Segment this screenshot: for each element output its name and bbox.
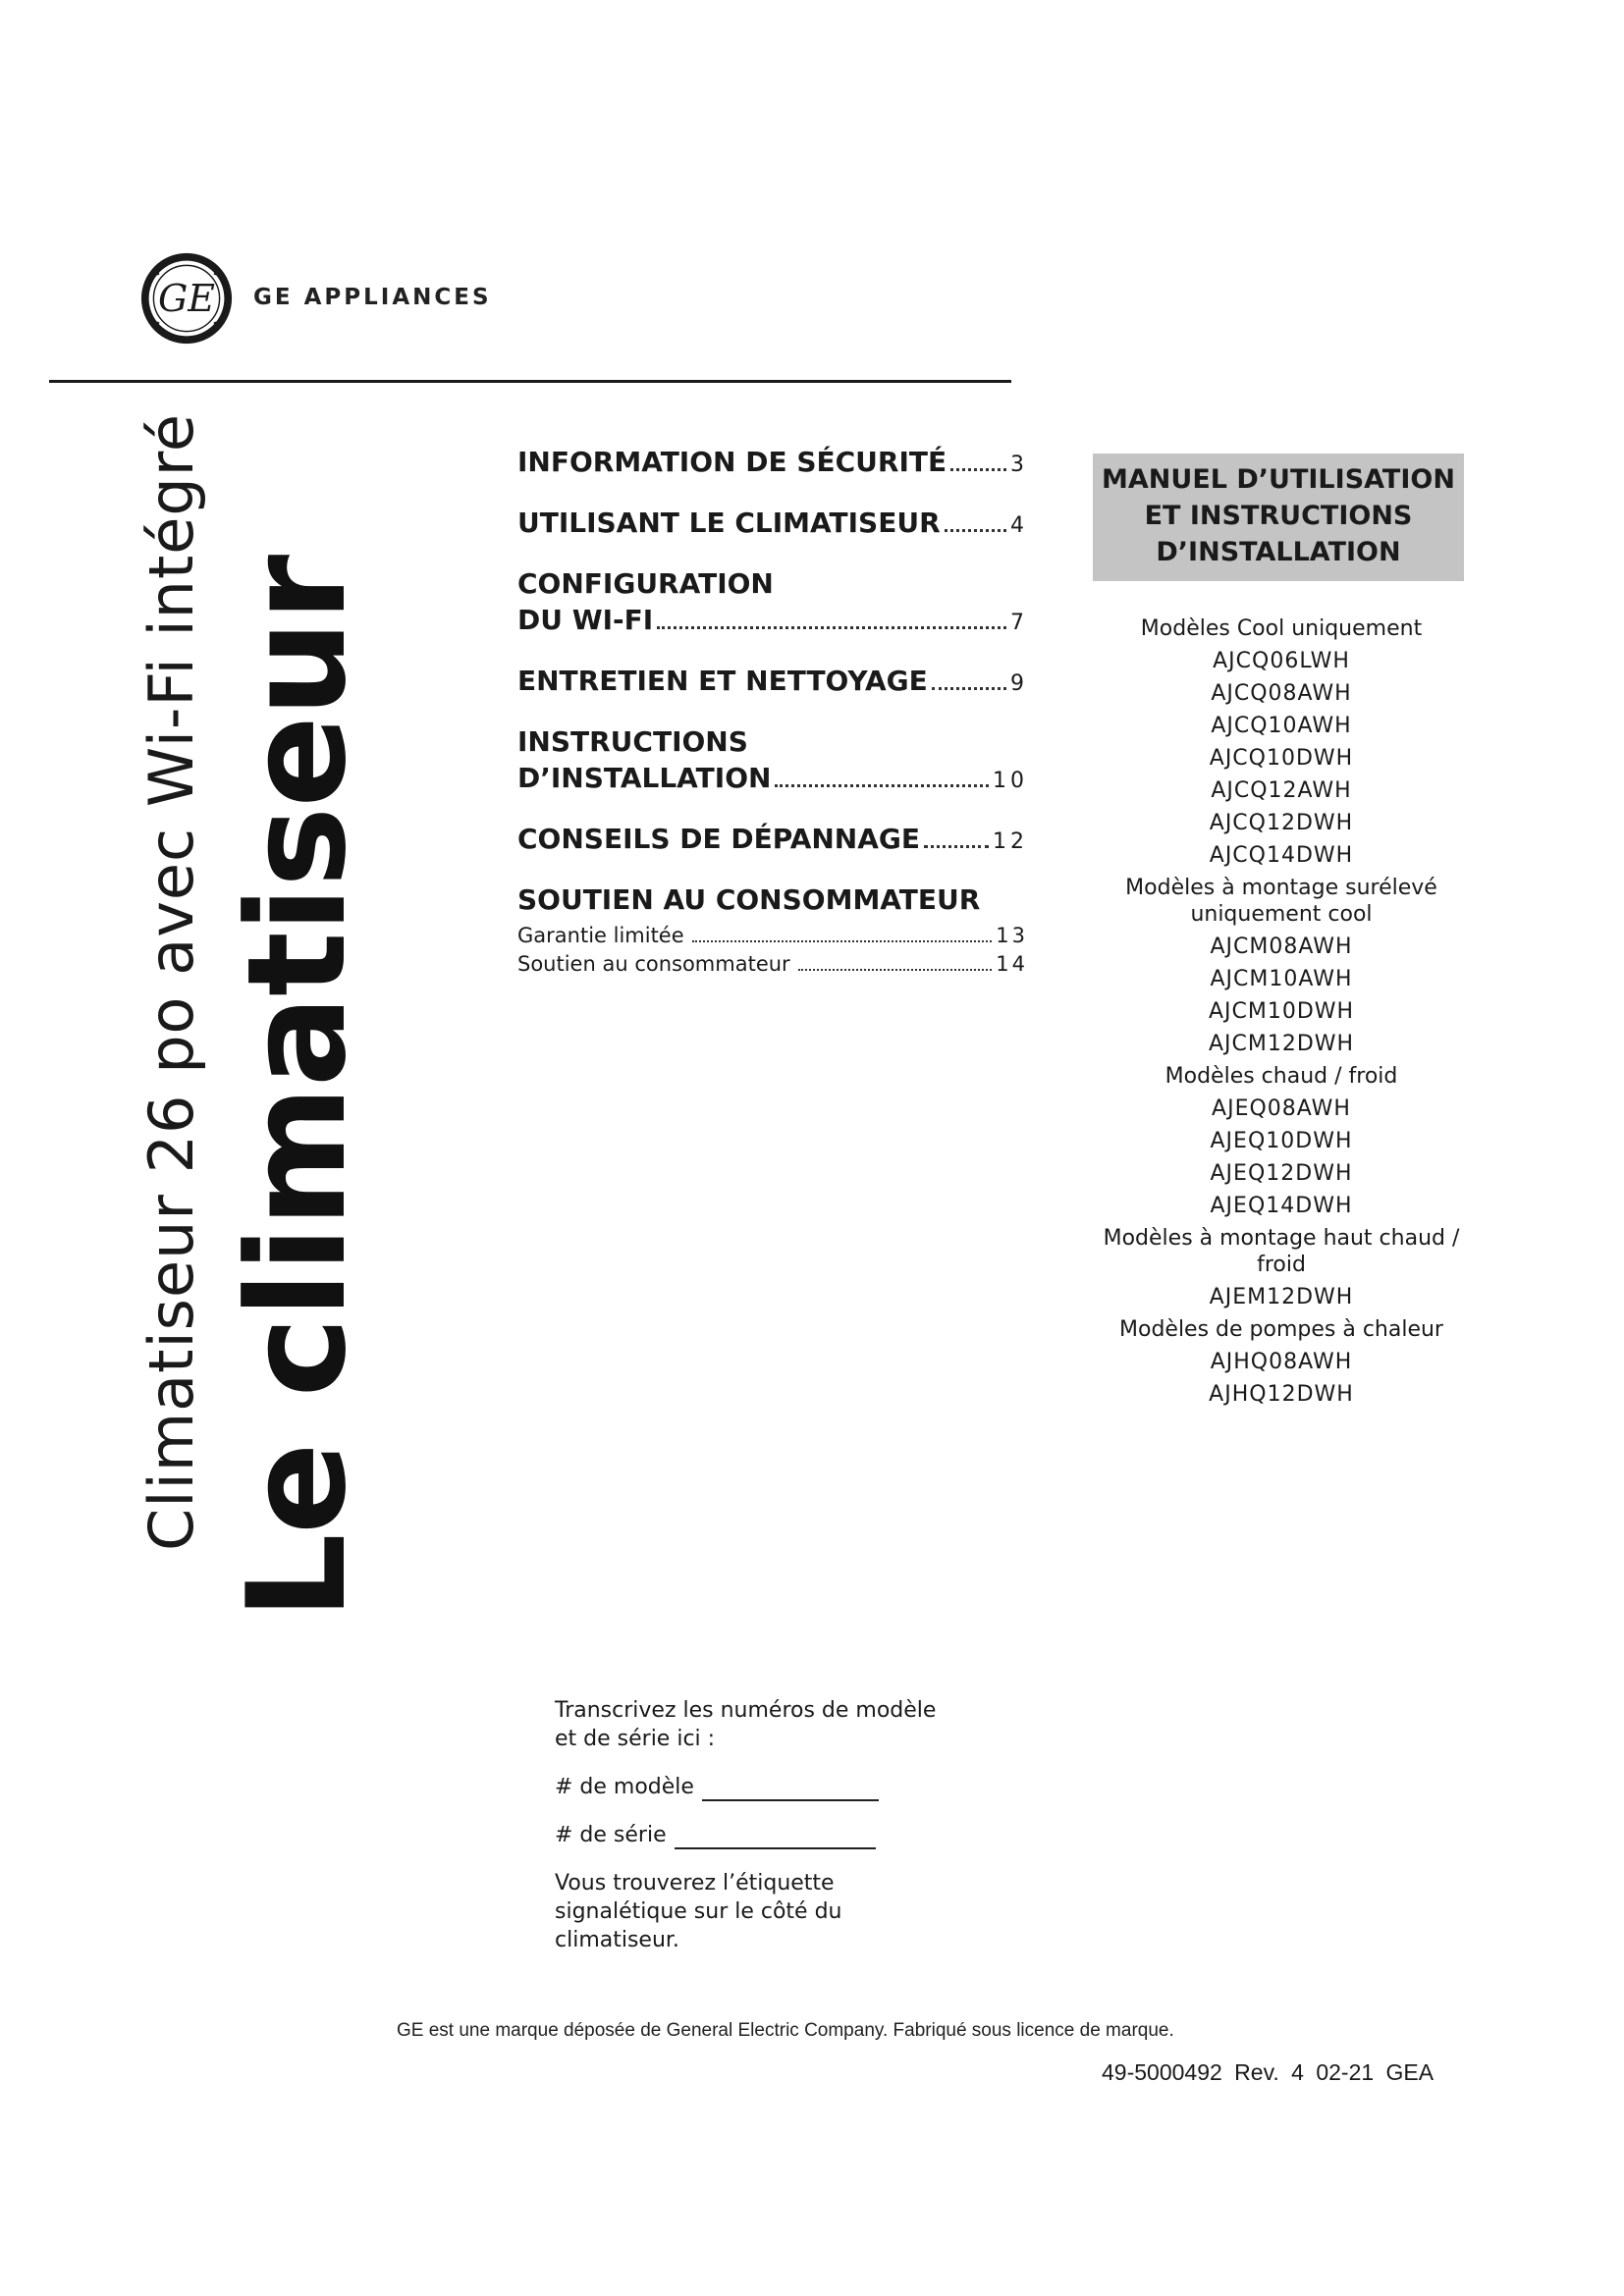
manual-title-line: D’INSTALLATION — [1156, 537, 1401, 567]
product-title: Le climatiseur — [218, 555, 376, 1620]
toc-entry[interactable] — [517, 505, 1028, 544]
toc-leader — [657, 626, 1006, 629]
toc-label-line: INSTRUCTIONS — [517, 725, 748, 758]
toc-page: 3 — [1010, 453, 1028, 477]
serial-number-label: # de série — [555, 1823, 667, 1847]
toc-page: 12 — [993, 829, 1028, 854]
model-number: AJCQ14DWH — [1209, 843, 1354, 868]
models-group-heading: Modèles Cool uniquement — [1140, 616, 1423, 641]
note-line: signalétique sur le côté du — [555, 1899, 842, 1924]
model-number: AJEQ12DWH — [1210, 1161, 1353, 1186]
record-numbers-section — [555, 1696, 1006, 1974]
toc-support-block — [517, 881, 1028, 979]
heading-line: Modèles à montage haut chaud / — [1103, 1226, 1460, 1251]
model-number: AJEQ14DWH — [1210, 1194, 1353, 1218]
record-intro-line: Transcrivez les numéros de modèle — [555, 1698, 937, 1723]
model-number: AJCM08AWH — [1210, 934, 1353, 959]
toc-entry[interactable] — [517, 565, 1028, 641]
table-of-contents — [517, 444, 1028, 1000]
document-number: 49-5000492 Rev. 4 02-21 GEA — [1102, 2059, 1435, 2085]
model-number: AJEM12DWH — [1209, 1285, 1354, 1309]
model-number: AJEQ10DWH — [1210, 1129, 1353, 1153]
model-number: AJEQ08AWH — [1212, 1096, 1351, 1121]
toc-page: 9 — [1010, 671, 1028, 696]
toc-label-line: CONFIGURATION — [517, 567, 774, 600]
toc-leader — [924, 845, 989, 848]
model-number: AJCQ06LWH — [1213, 649, 1350, 673]
model-number: AJCM12DWH — [1208, 1032, 1355, 1056]
ge-logo-monogram: GE — [157, 277, 216, 320]
models-group-heading: Modèles de pompes à chaleur — [1119, 1317, 1443, 1342]
toc-leader — [945, 529, 1006, 532]
models-group-heading: Modèles chaud / froid — [1164, 1064, 1398, 1089]
toc-leader — [798, 969, 993, 971]
toc-page: 10 — [993, 769, 1028, 793]
model-number: AJCQ12AWH — [1211, 778, 1352, 803]
model-number: AJCQ12DWH — [1209, 811, 1354, 835]
model-number: AJHQ08AWH — [1210, 1350, 1353, 1374]
header-divider — [49, 380, 1011, 383]
brand-name: GE APPLIANCES — [253, 285, 492, 310]
product-subtitle: Climatiseur 26 po avec Wi-Fi intégré — [135, 412, 207, 1551]
toc-entry[interactable] — [517, 444, 1028, 483]
trademark-notice: GE est une marque déposée de General Electric Company. Fabriqué sous licence de marque. — [397, 2020, 1174, 2041]
manual-title-line: MANUEL D’UTILISATION — [1102, 464, 1455, 495]
toc-page: 7 — [1010, 611, 1028, 635]
models-group-heading — [1080, 1222, 1483, 1281]
rating-label-note — [555, 1869, 1006, 1954]
serial-number-field — [555, 1821, 1006, 1849]
toc-leader — [932, 687, 1006, 690]
toc-sub-label: Garantie limitée — [517, 924, 684, 947]
model-number: AJCM10DWH — [1208, 999, 1355, 1024]
toc-label: ENTRETIEN ET NETTOYAGE — [517, 665, 928, 697]
model-number: AJCM10AWH — [1210, 967, 1353, 991]
toc-label: UTILISANT LE CLIMATISEUR — [517, 507, 941, 539]
heading-line: Modèles à montage surélevé — [1125, 876, 1437, 900]
toc-leader — [692, 940, 993, 942]
serial-number-blank[interactable] — [675, 1826, 876, 1849]
note-line: climatiseur. — [555, 1928, 679, 1952]
heading-line: uniquement cool — [1190, 902, 1373, 927]
toc-label-line: D’INSTALLATION — [517, 762, 772, 794]
toc-sub-entry[interactable] — [517, 950, 1028, 979]
model-number: AJCQ10DWH — [1209, 746, 1354, 771]
toc-page: 13 — [996, 924, 1028, 947]
model-number: AJHQ12DWH — [1209, 1382, 1354, 1407]
models-list — [1080, 613, 1483, 1411]
model-number-blank[interactable] — [702, 1778, 879, 1801]
note-line: Vous trouverez l’étiquette — [555, 1871, 835, 1896]
manual-title-line: ET INSTRUCTIONS — [1144, 501, 1413, 531]
model-number: AJCQ10AWH — [1211, 714, 1352, 738]
toc-entry[interactable] — [517, 723, 1028, 799]
toc-label: SOUTIEN AU CONSOMMATEUR — [517, 883, 981, 916]
toc-sub-label: Soutien au consommateur — [517, 952, 790, 976]
model-number: AJCQ08AWH — [1211, 681, 1352, 706]
toc-label: INFORMATION DE SÉCURITÉ — [517, 446, 947, 478]
toc-entry[interactable] — [517, 663, 1028, 702]
toc-leader — [950, 468, 1006, 471]
model-number-label: # de modèle — [555, 1775, 694, 1799]
heading-line: froid — [1257, 1253, 1306, 1277]
manual-title-box — [1093, 454, 1464, 581]
record-intro — [555, 1696, 1006, 1753]
toc-page: 4 — [1010, 513, 1028, 538]
toc-label-line: DU WI-FI — [517, 604, 654, 636]
toc-page: 14 — [996, 952, 1028, 976]
models-group-heading — [1080, 872, 1483, 931]
toc-entry[interactable] — [517, 881, 1028, 918]
model-number-field — [555, 1773, 1006, 1801]
toc-leader — [775, 784, 989, 787]
toc-label: CONSEILS DE DÉPANNAGE — [517, 823, 921, 855]
record-intro-line: et de série ici : — [555, 1727, 716, 1751]
toc-sub-entry[interactable] — [517, 922, 1028, 950]
toc-entry[interactable] — [517, 821, 1028, 860]
